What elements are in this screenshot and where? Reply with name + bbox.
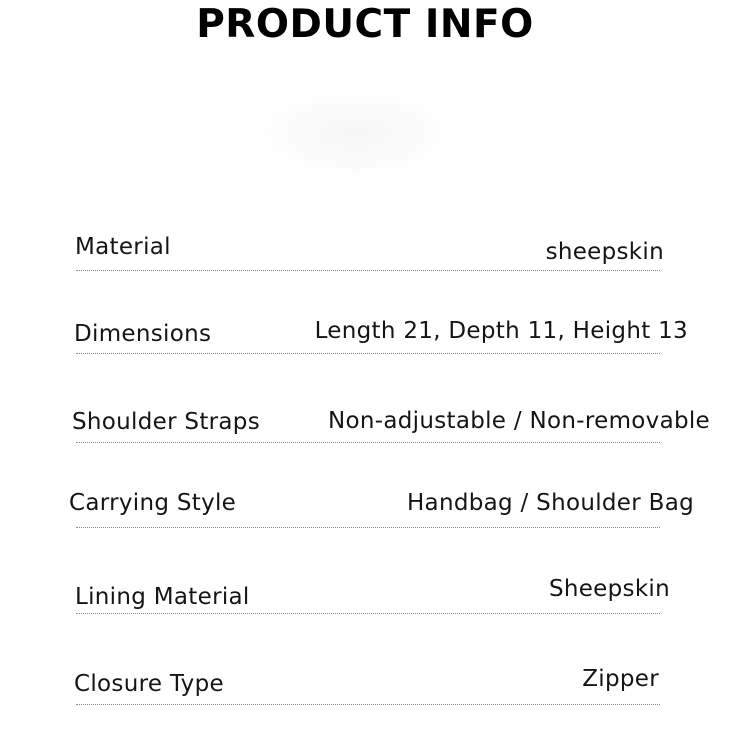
spec-label: Closure Type — [74, 671, 224, 697]
dotted-divider — [76, 527, 660, 528]
dotted-divider — [76, 442, 660, 443]
spec-row-dimensions — [0, 315, 750, 375]
spec-row-material — [0, 230, 750, 290]
spec-value: Non-adjustable / Non-removable — [328, 408, 710, 434]
spec-value: sheepskin — [545, 239, 664, 265]
spec-row-closure-type — [0, 665, 750, 725]
spec-row-shoulder-straps — [0, 405, 750, 465]
spec-label: Material — [75, 234, 171, 260]
page-title: PRODUCT INFO — [196, 2, 534, 47]
spec-label: Lining Material — [75, 584, 250, 610]
dotted-divider — [76, 613, 660, 614]
spec-value: Length 21, Depth 11, Height 13 — [314, 318, 688, 344]
dotted-divider — [76, 704, 660, 705]
spec-value: Handbag / Shoulder Bag — [406, 490, 694, 516]
spec-label: Dimensions — [74, 321, 212, 347]
spec-label: Carrying Style — [69, 490, 237, 516]
spec-row-lining-material — [0, 575, 750, 635]
faded-product-image — [255, 88, 455, 178]
spec-value: Zipper — [582, 666, 659, 692]
spec-value: Sheepskin — [548, 576, 670, 602]
spec-label: Shoulder Straps — [72, 409, 260, 435]
dotted-divider — [76, 270, 660, 271]
dotted-divider — [76, 353, 660, 354]
spec-row-carrying-style — [0, 487, 750, 547]
